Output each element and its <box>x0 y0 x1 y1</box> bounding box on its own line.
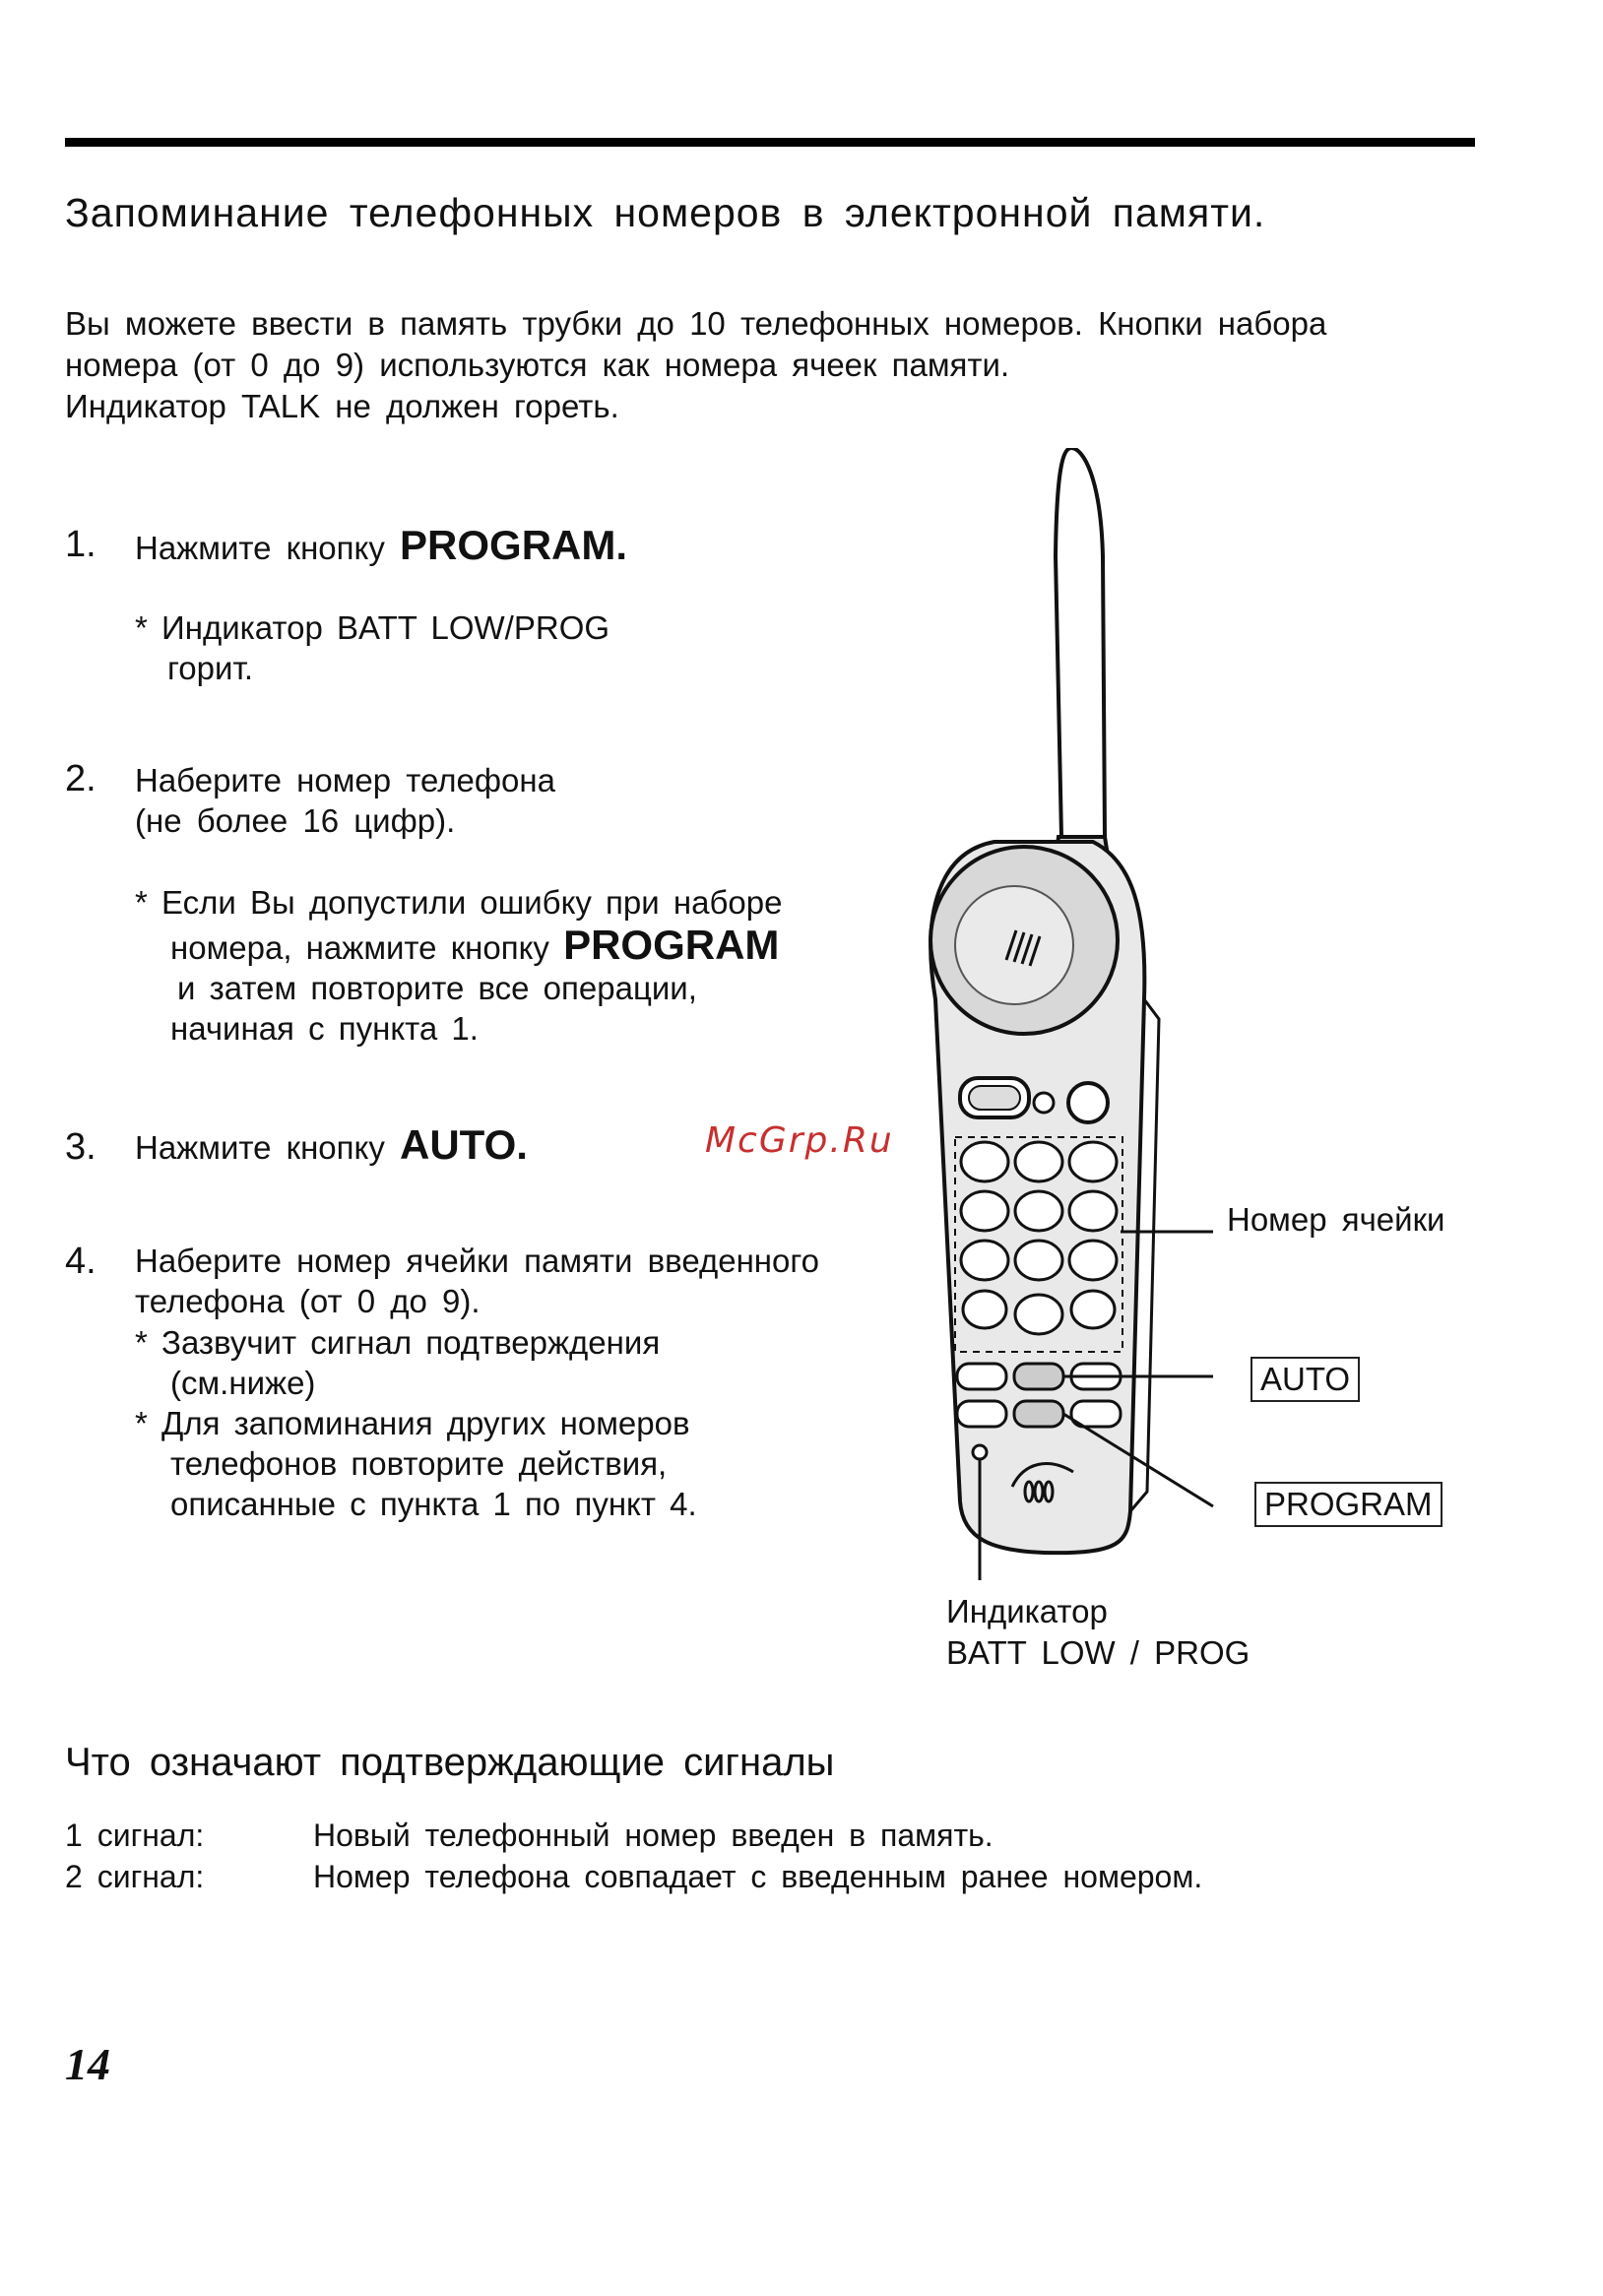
callout-indicator <box>946 1591 1250 1674</box>
signal-2-text: Номер телефона совпадает с введенным ранее номером. <box>313 1859 1203 1894</box>
note-line <box>135 922 782 968</box>
step-4-number: 4. <box>65 1241 96 1282</box>
step-1-text <box>135 522 628 568</box>
note-line: и затем повторите все операции, <box>177 970 697 1006</box>
talk-button <box>969 1086 1020 1110</box>
signal-2-label: 2 сигнал: <box>65 1859 205 1894</box>
note-line: * Индикатор BATT LOW/PROG <box>135 609 610 646</box>
intro-paragraph <box>65 303 1326 427</box>
step-3-label: Нажмите кнопку <box>135 1129 385 1166</box>
step-1-number: 1. <box>65 524 96 565</box>
step-1-label: Нажмите кнопку <box>135 530 385 566</box>
intro-line: Вы можете ввести в память трубки до 10 телефонных номеров. Кнопки набора <box>65 305 1327 342</box>
note-line: описанные с пункта 1 по пункт 4. <box>170 1486 697 1522</box>
note-line: (см.ниже) <box>170 1365 316 1401</box>
step-3-text <box>135 1121 528 1168</box>
intro-line: Индикатор TALK не должен гореть. <box>65 388 619 424</box>
step-line: Наберите номер ячейки памяти введенного <box>135 1243 820 1279</box>
note-line: начиная с пункта 1. <box>170 1010 479 1047</box>
callout-program-label: PROGRAM <box>1254 1482 1443 1527</box>
step-3-number: 3. <box>65 1126 96 1168</box>
callout-auto-label: AUTO <box>1250 1357 1360 1402</box>
volume-button <box>1068 1083 1108 1122</box>
step-4-text <box>135 1241 819 1321</box>
note-text: номера, нажмите кнопку <box>170 929 549 966</box>
note-line: * Для запоминания других номеров <box>135 1405 690 1441</box>
auto-key-name: AUTO. <box>400 1121 528 1168</box>
step-1-note <box>135 607 609 688</box>
step-line: (не более 16 цифр). <box>135 802 456 839</box>
callout-cell-number: Номер ячейки <box>1227 1201 1445 1238</box>
note-line: горит. <box>167 650 254 686</box>
signal-1-text: Новый телефонный номер введен в память. <box>313 1818 994 1853</box>
indicator-line: BATT LOW / PROG <box>946 1634 1250 1671</box>
indicator-line: Индикатор <box>946 1593 1108 1629</box>
top-rule <box>65 138 1475 147</box>
step-4-notes <box>135 1322 697 1524</box>
program-key-name: PROGRAM. <box>400 522 628 568</box>
note-line: * Зазвучит сигнал подтверждения <box>135 1324 661 1361</box>
intro-line: номера (от 0 до 9) используются как номера ячеек памяти. <box>65 347 1010 383</box>
signal-1-label: 1 сигнал: <box>65 1818 205 1853</box>
antenna <box>1056 448 1105 837</box>
step-2-note <box>135 882 782 1049</box>
page-title: Запоминание телефонных номеров в электронной памяти. <box>65 190 1266 235</box>
note-line: телефонов повторите действия, <box>170 1445 668 1482</box>
step-line: Наберите номер телефона <box>135 762 555 798</box>
step-line: телефона (от 0 до 9). <box>135 1283 481 1319</box>
signals-heading: Что означают подтверждающие сигналы <box>65 1741 835 1784</box>
page-number: 14 <box>65 2039 110 2089</box>
cordless-phone-illustration <box>886 448 1595 1659</box>
talk-indicator <box>1034 1093 1054 1113</box>
batt-low-indicator <box>973 1445 987 1459</box>
step-2-text <box>135 760 555 841</box>
step-2-number: 2. <box>65 758 96 799</box>
program-key-name: PROGRAM <box>563 922 780 968</box>
earpiece-grill <box>955 886 1073 1004</box>
watermark: McGrp.Ru <box>705 1120 894 1161</box>
note-line: * Если Вы допустили ошибку при наборе <box>135 884 783 921</box>
